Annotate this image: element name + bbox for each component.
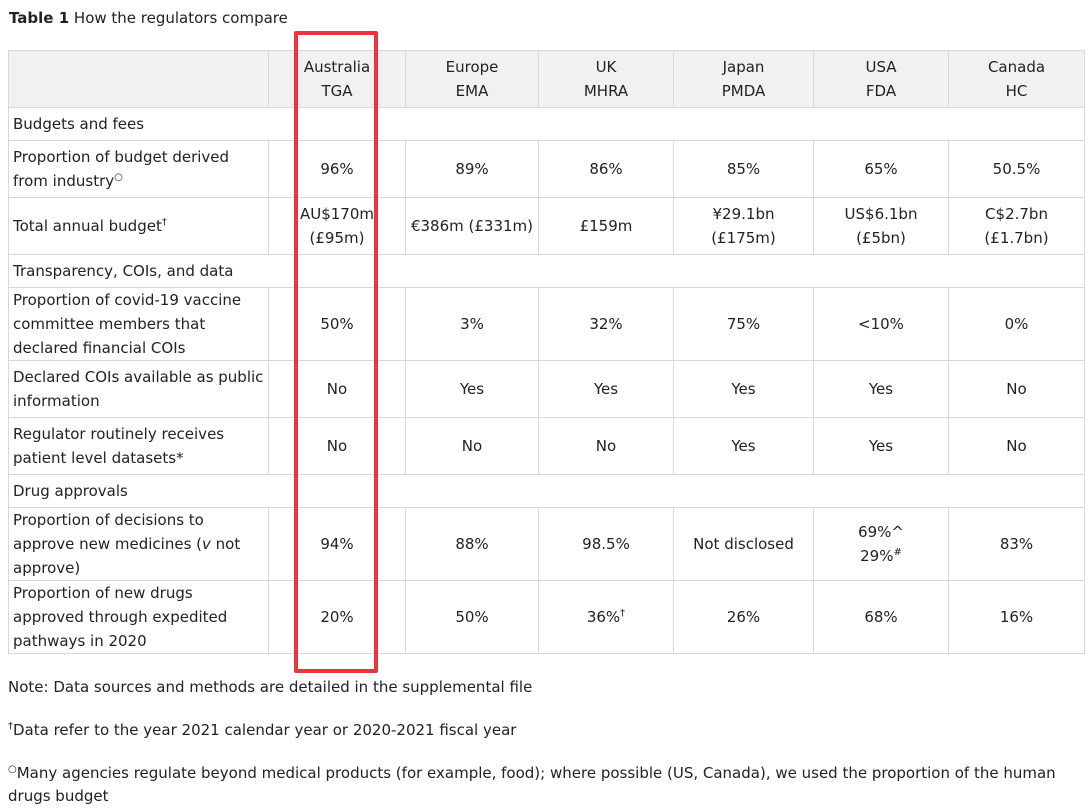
section-label: Budgets and fees: [9, 108, 1085, 141]
table-header-row: [9, 51, 1085, 108]
table-row-patient-data: [9, 418, 1085, 475]
note-circle: ○Many agencies regulate beyond medical products (for example, food); where possible (US, Canada), we used the proportion of the human drugs budget: [8, 764, 1056, 805]
dagger-footnote-mark: †: [161, 217, 167, 228]
table-cell: 26%: [674, 581, 814, 654]
table-cell: Yes: [814, 418, 949, 475]
table-row-covid-coi: [9, 288, 1085, 361]
table-row-approve-share: [9, 508, 1085, 581]
table-caption-label: Table 1: [9, 9, 70, 27]
section-label: Drug approvals: [9, 475, 1085, 508]
table-cell: 96%: [269, 141, 406, 198]
row-label: Proportion of covid-19 vaccine committee members that declared financial COIs: [9, 288, 269, 361]
row-label: Proportion of new drugs approved through expedited pathways in 2020: [9, 581, 269, 654]
table-cell: Yes: [406, 361, 539, 418]
note-sources: Note: Data sources and methods are detailed in the supplemental file: [8, 678, 533, 696]
table-row-expedited: [9, 581, 1085, 654]
table-cell: 3%: [406, 288, 539, 361]
note-dagger: †Data refer to the year 2021 calendar year or 2020-2021 fiscal year: [8, 721, 517, 739]
table-cell: No: [539, 418, 674, 475]
table-cell: No: [269, 361, 406, 418]
row-label: Regulator routinely receives patient level datasets*: [9, 418, 269, 475]
table-cell: 86%: [539, 141, 674, 198]
section-row-transparency: [9, 255, 1085, 288]
circle-footnote-mark: ○: [8, 764, 17, 775]
table-cell: Yes: [674, 418, 814, 475]
section-label: Transparency, COIs, and data: [9, 255, 1085, 288]
column-header-canada: Canada HC: [949, 51, 1085, 108]
table-caption-text: How the regulators compare: [69, 9, 288, 27]
table-cell: No: [406, 418, 539, 475]
table-cell: 75%: [674, 288, 814, 361]
table-cell: 83%: [949, 508, 1085, 581]
table-cell: No: [949, 361, 1085, 418]
regulators-table: [8, 50, 1085, 654]
dagger-footnote-mark: †: [8, 721, 13, 732]
table-cell: ¥29.1bn (£175m): [674, 198, 814, 255]
circle-footnote-mark: ○: [114, 172, 123, 183]
table-caption: [9, 8, 288, 28]
table-cell: US$6.1bn (£5bn): [814, 198, 949, 255]
table-cell: 50.5%: [949, 141, 1085, 198]
row-label: Proportion of budget derived from industry○: [9, 141, 269, 198]
table-cell: €386m (£331m): [406, 198, 539, 255]
hash-footnote-mark: #: [893, 547, 902, 558]
table-row-budget-share: [9, 141, 1085, 198]
table-cell: No: [269, 418, 406, 475]
column-header-australia: Australia TGA: [269, 51, 406, 108]
table-cell: AU$170m (£95m): [269, 198, 406, 255]
row-label: Total annual budget†: [9, 198, 269, 255]
table-cell: 20%: [269, 581, 406, 654]
table-cell: 94%: [269, 508, 406, 581]
table-cell: 0%: [949, 288, 1085, 361]
table-cell: 98.5%: [539, 508, 674, 581]
table-cell: Yes: [814, 361, 949, 418]
table-cell: 16%: [949, 581, 1085, 654]
table-cell: Yes: [539, 361, 674, 418]
section-row-approvals: [9, 475, 1085, 508]
table-cell: 50%: [269, 288, 406, 361]
column-header-japan: Japan PMDA: [674, 51, 814, 108]
table-cell: 50%: [406, 581, 539, 654]
row-label: Proportion of decisions to approve new medicines (v not approve): [9, 508, 269, 581]
table-row-coi-public: [9, 361, 1085, 418]
table-cell: 68%: [814, 581, 949, 654]
column-header-usa: USA FDA: [814, 51, 949, 108]
table-cell: 85%: [674, 141, 814, 198]
column-header-uk: UK MHRA: [539, 51, 674, 108]
dagger-footnote-mark: †: [620, 608, 626, 619]
header-blank-cell: [9, 51, 269, 108]
row-label: Declared COIs available as public information: [9, 361, 269, 418]
table-row-total-budget: [9, 198, 1085, 255]
table-cell: 88%: [406, 508, 539, 581]
table-cell: 36%†: [539, 581, 674, 654]
column-header-europe: Europe EMA: [406, 51, 539, 108]
table-cell: 32%: [539, 288, 674, 361]
table-cell: No: [949, 418, 1085, 475]
table-cell: C$2.7bn (£1.7bn): [949, 198, 1085, 255]
section-row-budgets: [9, 108, 1085, 141]
table-cell: Not disclosed: [674, 508, 814, 581]
table-cell: Yes: [674, 361, 814, 418]
table-cell: £159m: [539, 198, 674, 255]
table-cell: 69%^ 29%#: [814, 508, 949, 581]
table-cell: <10%: [814, 288, 949, 361]
table-cell: 65%: [814, 141, 949, 198]
table-cell: 89%: [406, 141, 539, 198]
